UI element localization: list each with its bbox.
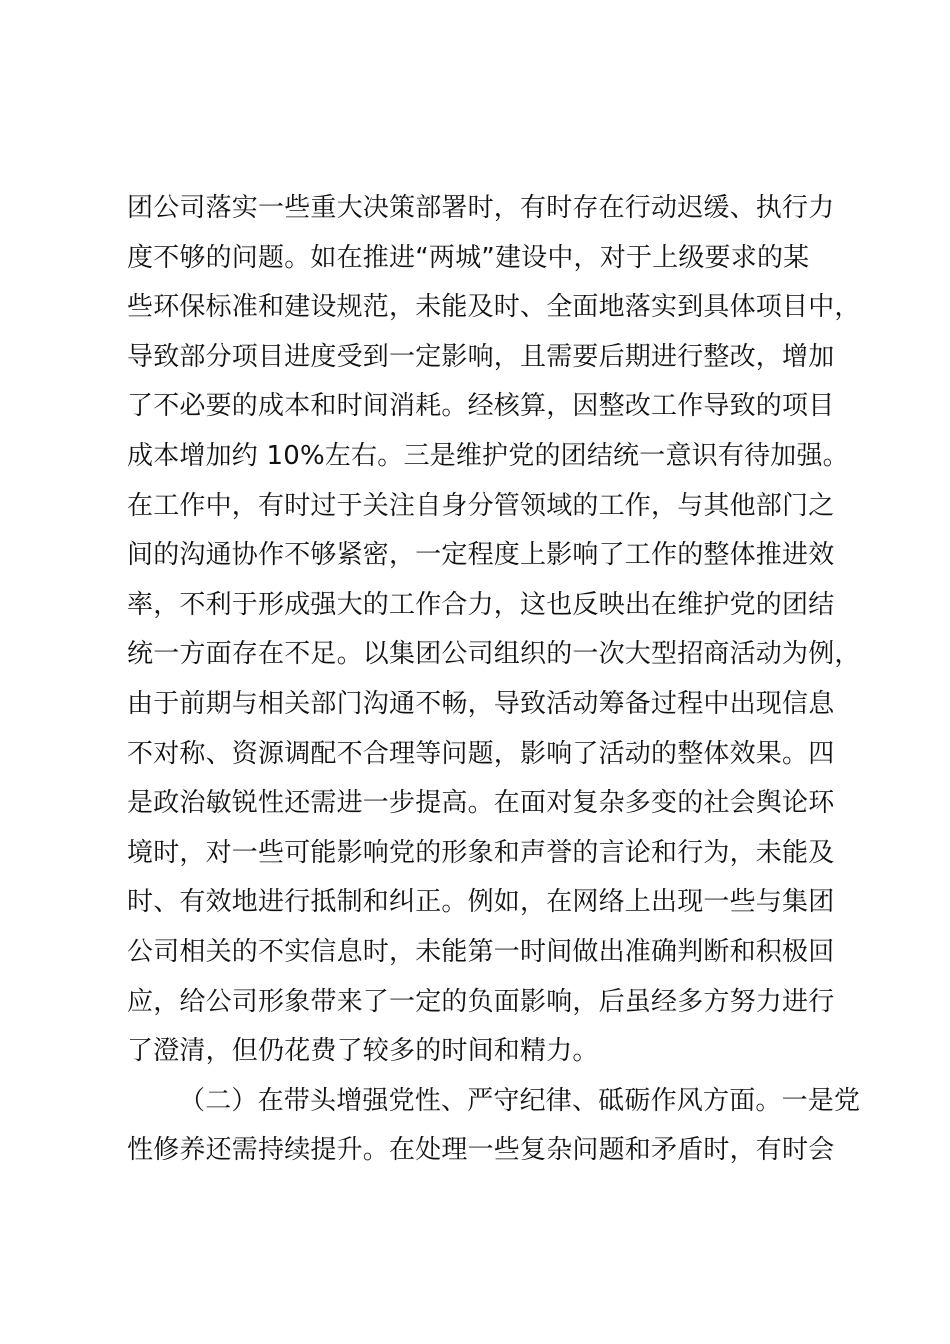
text-line: 境时，对一些可能影响党的形象和声誉的言论和行为，未能及 — [127, 837, 835, 868]
text-line: 了澄清，但仍花费了较多的时间和精力。 — [127, 1036, 599, 1067]
text-line: 在工作中，有时过于关注自身分管领域的工作，与其他部门之 — [127, 490, 835, 521]
section-heading-line: （二）在带头增强党性、严守纪律、砥砺作风方面。一是党 — [179, 1085, 861, 1116]
text-line: 导致部分项目进度受到一定影响，且需要后期进行整改，增加 — [127, 341, 835, 372]
text-line: 度不够的问题。如在推进“两城”建设中，对于上级要求的某 — [127, 242, 810, 273]
text-line: 些环保标准和建设规范，未能及时、全面地落实到具体项目中， — [127, 292, 861, 323]
body-text — [127, 184, 861, 1176]
text-line: 间的沟通协作不够紧密，一定程度上影响了工作的整体推进效 — [127, 540, 835, 571]
text-line: 不对称、资源调配不合理等问题，影响了活动的整体效果。四 — [127, 738, 835, 769]
text-line: 应，给公司形象带来了一定的负面影响，后虽经多方努力进行 — [127, 986, 835, 1017]
text-line: 率，不利于形成强大的工作合力，这也反映出在维护党的团结 — [127, 589, 835, 620]
text-line: 公司相关的不实信息时，未能第一时间做出准确判断和积极回 — [127, 936, 835, 967]
text-line: 性修养还需持续提升。在处理一些复杂问题和矛盾时，有时会 — [127, 1135, 835, 1166]
text-line: 时、有效地进行抵制和纠正。例如，在网络上出现一些与集团 — [127, 887, 835, 918]
text-line: 成本增加约 10%左右。三是维护党的团结统一意识有待加强。 — [127, 440, 849, 471]
text-line: 了不必要的成本和时间消耗。经核算，因整改工作导致的项目 — [127, 391, 835, 422]
text-line: 由于前期与相关部门沟通不畅，导致活动筹备过程中出现信息 — [127, 688, 835, 719]
text-line: 统一方面存在不足。以集团公司组织的一次大型招商活动为例， — [127, 639, 861, 670]
text-line: 是政治敏锐性还需进一步提高。在面对复杂多变的社会舆论环 — [127, 788, 835, 819]
text-line: 团公司落实一些重大决策部署时，有时存在行动迟缓、执行力 — [127, 193, 835, 223]
